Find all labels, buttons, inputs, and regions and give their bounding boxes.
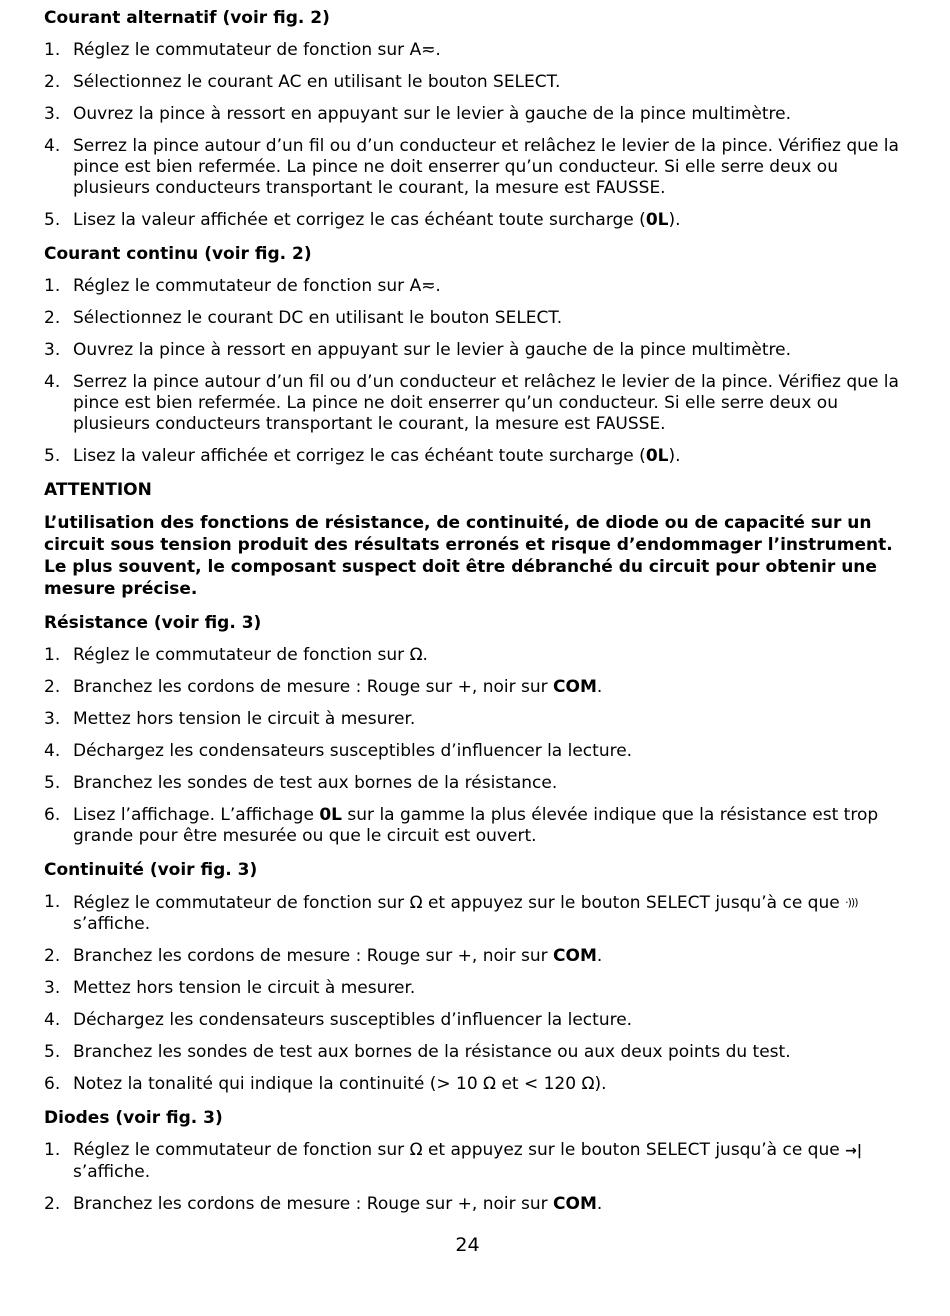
list-item xyxy=(44,709,906,730)
step-number: 2. xyxy=(44,308,61,328)
list-item xyxy=(44,40,906,61)
list-item xyxy=(44,72,906,93)
step-text: Sélectionnez le courant AC en utilisant le bouton SELECT. xyxy=(73,72,561,92)
step-text: Branchez les cordons de mesure : Rouge sur +, noir sur xyxy=(73,946,554,966)
step-text: Serrez la pince autour d’un fil ou d’un conducteur et relâchez le levier de la pince. Vérifiez que la pince est bien refermée. La pince ne doit enserrer qu’un conducteur. Si elle serre deux ou plusieurs conducteurs transportant le courant, la mesure est FAUSSE. xyxy=(73,136,899,198)
step-number: 5. xyxy=(44,210,61,230)
section-attention xyxy=(44,480,906,600)
section-ac xyxy=(44,8,906,231)
continuity-steps xyxy=(44,892,906,1095)
step-text: Branchez les sondes de test aux bornes de la résistance. xyxy=(73,773,558,793)
step-number: 2. xyxy=(44,946,61,966)
list-item xyxy=(44,805,906,847)
continuity-icon: ·))) xyxy=(845,896,858,909)
ac-steps xyxy=(44,40,906,231)
step-number: 4. xyxy=(44,136,61,156)
step-number: 3. xyxy=(44,340,61,360)
step-text-after: . xyxy=(596,946,603,966)
step-text: Branchez les cordons de mesure : Rouge sur +, noir sur xyxy=(73,677,554,697)
step-number: 3. xyxy=(44,978,61,998)
list-item xyxy=(44,372,906,435)
section-title: Continuité (voir fig. 3) xyxy=(44,860,258,880)
step-text-after: . xyxy=(596,1194,603,1214)
step-number: 4. xyxy=(44,741,61,761)
step-number: 4. xyxy=(44,372,61,392)
step-number: 6. xyxy=(44,805,61,825)
attention-text: L’utilisation des fonctions de résistance, de continuité, de diode ou de capacité sur un circuit sous tension produit des résultats erronés et risque d’endommager l’instrument. Le plus souvent, le composant suspect doit être débranché du circuit pour obtenir une mesure précise. xyxy=(44,513,893,599)
step-text: Lisez la valeur affichée et corrigez le cas échéant toute surcharge ( xyxy=(73,446,646,466)
section-title: Résistance (voir fig. 3) xyxy=(44,613,262,633)
step-text: Réglez le commutateur de fonction sur Ω et appuyez sur le bouton SELECT jusqu’à ce que xyxy=(73,1140,846,1160)
list-item xyxy=(44,340,906,361)
step-text: Lisez la valeur affichée et corrigez le cas échéant toute surcharge ( xyxy=(73,210,646,230)
step-text: Déchargez les condensateurs susceptibles d’influencer la lecture. xyxy=(73,741,633,761)
step-number: 4. xyxy=(44,1010,61,1030)
step-text-after: ). xyxy=(668,210,681,230)
step-text: Lisez l’affichage. L’affichage xyxy=(73,805,320,825)
section-title: ATTENTION xyxy=(44,480,152,500)
list-item xyxy=(44,308,906,329)
step-text: Mettez hors tension le circuit à mesurer. xyxy=(73,709,416,729)
step-text: Ouvrez la pince à ressort en appuyant sur le levier à gauche de la pince multimètre. xyxy=(73,104,791,124)
list-item xyxy=(44,276,906,297)
section-title: Courant alternatif (voir fig. 2) xyxy=(44,8,330,28)
section-diodes xyxy=(44,1108,906,1215)
list-item xyxy=(44,946,906,967)
step-bold: COM xyxy=(553,1194,597,1214)
step-text: Notez la tonalité qui indique la continuité (> 10 Ω et < 120 Ω). xyxy=(73,1074,607,1094)
list-item xyxy=(44,446,906,467)
dc-steps xyxy=(44,276,906,467)
document-page xyxy=(44,8,906,1228)
list-item xyxy=(44,104,906,125)
step-text: Réglez le commutateur de fonction sur A≂. xyxy=(73,276,441,296)
step-text: Réglez le commutateur de fonction sur A≂. xyxy=(73,40,441,60)
page-number: 24 xyxy=(455,1234,480,1256)
step-text: Mettez hors tension le circuit à mesurer. xyxy=(73,978,416,998)
step-text: Serrez la pince autour d’un fil ou d’un conducteur et relâchez le levier de la pince. Vérifiez que la pince est bien refermée. La pince ne doit enserrer qu’un conducteur. Si elle serre deux ou plusieurs conducteurs transportant le courant, la mesure est FAUSSE. xyxy=(73,372,899,434)
section-dc xyxy=(44,244,906,467)
step-text-after: . xyxy=(596,677,603,697)
step-number: 6. xyxy=(44,1074,61,1094)
step-number: 2. xyxy=(44,1194,61,1214)
list-item xyxy=(44,210,906,231)
step-number: 2. xyxy=(44,677,61,697)
list-item xyxy=(44,1042,906,1063)
step-number: 5. xyxy=(44,1042,61,1062)
step-text: Branchez les cordons de mesure : Rouge sur +, noir sur xyxy=(73,1194,554,1214)
section-continuity xyxy=(44,860,906,1095)
step-number: 1. xyxy=(44,276,61,296)
list-item xyxy=(44,741,906,762)
step-text-after: sur la gamme la plus élevée indique que la résistance est trop grande pour être mesurée ou que le circuit est ouvert. xyxy=(73,805,879,846)
step-text: Ouvrez la pince à ressort en appuyant sur le levier à gauche de la pince multimètre. xyxy=(73,340,791,360)
step-text-after: s’affiche. xyxy=(73,1162,151,1182)
step-bold: 0L xyxy=(645,446,669,466)
resistance-steps xyxy=(44,645,906,847)
step-number: 1. xyxy=(44,892,61,912)
step-number: 5. xyxy=(44,446,61,466)
step-number: 1. xyxy=(44,1140,61,1160)
list-item xyxy=(44,892,906,935)
list-item xyxy=(44,773,906,794)
step-number: 3. xyxy=(44,709,61,729)
list-item xyxy=(44,677,906,698)
step-text: Réglez le commutateur de fonction sur Ω et appuyez sur le bouton SELECT jusqu’à ce que xyxy=(73,893,846,913)
diodes-steps xyxy=(44,1140,906,1215)
step-number: 3. xyxy=(44,104,61,124)
step-number: 1. xyxy=(44,40,61,60)
step-number: 5. xyxy=(44,773,61,793)
list-item xyxy=(44,1194,906,1215)
step-text: Sélectionnez le courant DC en utilisant le bouton SELECT. xyxy=(73,308,563,328)
list-item xyxy=(44,1010,906,1031)
step-text: Réglez le commutateur de fonction sur Ω. xyxy=(73,645,428,665)
step-text-after: ). xyxy=(668,446,681,466)
step-bold: 0L xyxy=(319,805,343,825)
section-resistance xyxy=(44,613,906,847)
diode-icon: →| xyxy=(845,1143,862,1159)
list-item xyxy=(44,1074,906,1095)
step-bold: COM xyxy=(553,946,597,966)
step-bold: COM xyxy=(553,677,597,697)
list-item xyxy=(44,978,906,999)
step-number: 1. xyxy=(44,645,61,665)
section-title: Diodes (voir fig. 3) xyxy=(44,1108,223,1128)
list-item xyxy=(44,645,906,666)
step-text-after: s’affiche. xyxy=(73,914,151,934)
step-text: Branchez les sondes de test aux bornes de la résistance ou aux deux points du test. xyxy=(73,1042,791,1062)
list-item xyxy=(44,1140,906,1183)
list-item xyxy=(44,136,906,199)
step-number: 2. xyxy=(44,72,61,92)
step-bold: 0L xyxy=(645,210,669,230)
section-title: Courant continu (voir fig. 2) xyxy=(44,244,312,264)
step-text: Déchargez les condensateurs susceptibles d’influencer la lecture. xyxy=(73,1010,633,1030)
